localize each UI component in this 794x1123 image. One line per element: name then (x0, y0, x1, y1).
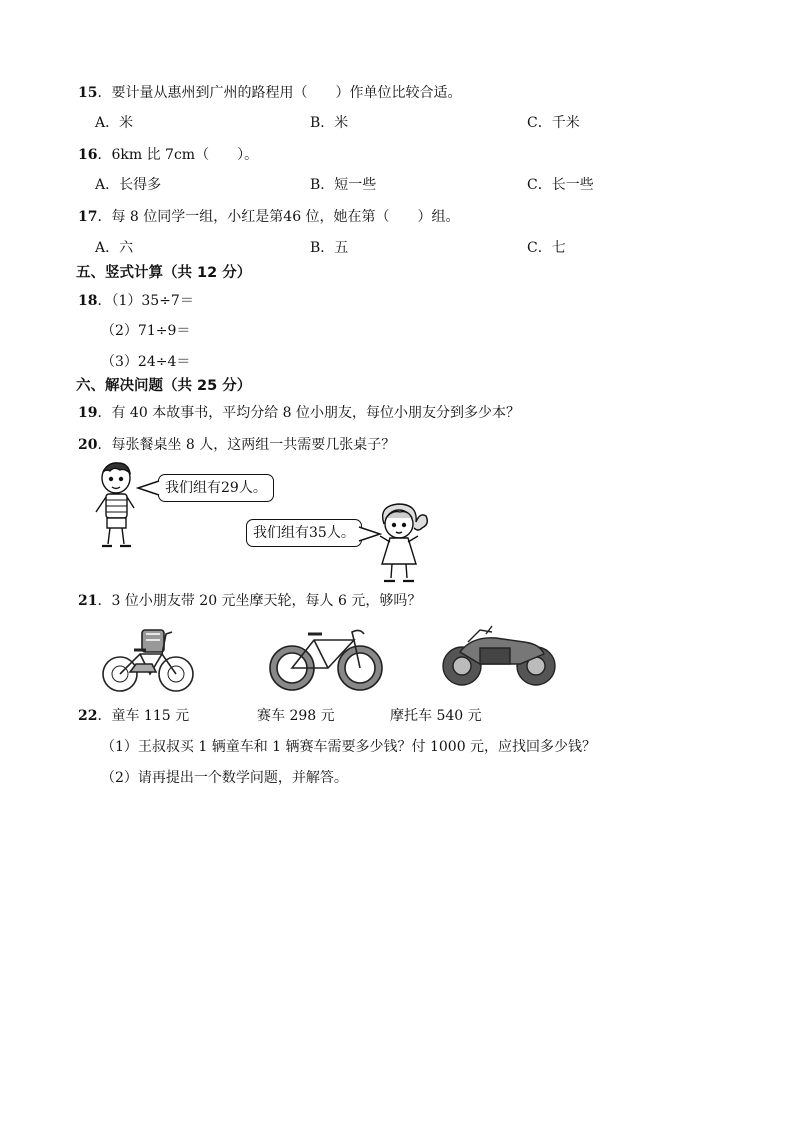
option-a: A．米 (95, 115, 134, 131)
question-number: 20 (78, 437, 98, 453)
option-c: C．七 (527, 240, 566, 256)
question-number: 18 (78, 293, 98, 309)
question-text: ．每 8 位同学一组，小红是第46 位，她在第（ ）组。 (97, 209, 460, 225)
question-16 (78, 146, 258, 164)
kids-bike-illustration (100, 624, 198, 696)
option-a: A．六 (95, 240, 134, 256)
question-17 (78, 208, 460, 226)
speech-bubble-boy: 我们组有29人。 (158, 474, 274, 502)
question-19 (78, 404, 520, 422)
question-number: 17 (78, 209, 98, 225)
girl-illustration (368, 500, 434, 588)
question-22 (78, 707, 189, 725)
question-item: ．（1）35÷7＝ (97, 293, 194, 309)
option-b: B．五 (310, 240, 349, 256)
option-c: C．千米 (527, 115, 580, 131)
question-number: 22 (78, 708, 98, 724)
question-text: ．每张餐桌坐 8 人，这两组一共需要几张桌子？ (97, 437, 396, 453)
price-motorcycle: 摩托车 540 元 (390, 708, 482, 724)
section-heading-5: 五、竖式计算（共 12 分） (76, 265, 252, 281)
question-number: 15 (78, 85, 98, 101)
question-21 (78, 592, 421, 610)
question-item: （3）24÷4＝ (101, 354, 191, 370)
question-text: ．有 40 本故事书，平均分给 8 位小朋友，每位小朋友分到多少本？ (97, 405, 521, 421)
motorcycle-illustration (440, 624, 558, 688)
question-text: ．3 位小朋友带 20 元坐摩天轮，每人 6 元，够吗？ (97, 593, 422, 609)
option-b: B．短一些 (310, 177, 377, 193)
question-number: 19 (78, 405, 98, 421)
option-c: C．长一些 (527, 177, 594, 193)
question-number: 21 (78, 593, 98, 609)
sub-question-2: （2）请再提出一个数学问题，并解答。 (101, 770, 348, 786)
question-18 (78, 292, 194, 310)
question-item: （2）71÷9＝ (101, 323, 191, 339)
question-text: ．要计量从惠州到广州的路程用（ ）作单位比较合适。 (97, 85, 462, 101)
question-number: 16 (78, 147, 98, 163)
sub-question-1: （1）王叔叔买 1 辆童车和 1 辆赛车需要多少钱？付 1000 元，应找回多少钱？ (101, 739, 597, 755)
question-15 (78, 84, 461, 102)
question-text: ．6km 比 7cm（ ）。 (97, 147, 259, 163)
price-kids-bike: ．童车 115 元 (97, 708, 190, 724)
question-20 (78, 436, 395, 454)
speech-bubble-girl: 我们组有35人。 (246, 519, 362, 547)
price-racing-bike: 赛车 298 元 (257, 708, 335, 724)
racing-bike-illustration (268, 626, 384, 696)
bubble-tail-icon (136, 478, 160, 498)
boy-illustration (90, 460, 146, 552)
option-b: B．米 (310, 115, 349, 131)
option-a: A．长得多 (95, 177, 162, 193)
section-heading-6: 六、解决问题（共 25 分） (76, 378, 252, 394)
